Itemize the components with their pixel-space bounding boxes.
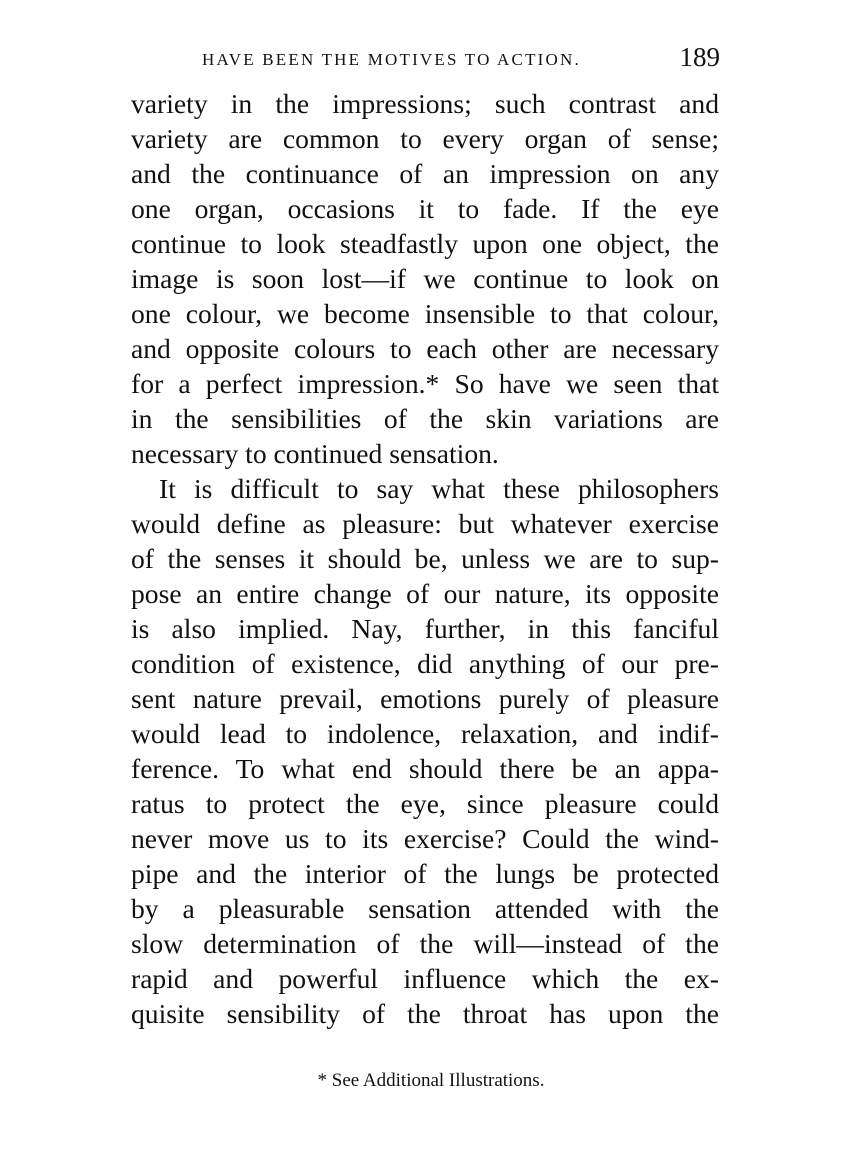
- text-line: one colour, we become insensible to that colour,: [131, 298, 719, 329]
- text-line: would define as pleasure: but whatever exercise: [131, 508, 719, 539]
- text-line: and opposite colours to each other are necessary: [131, 333, 719, 364]
- running-title: HAVE BEEN THE MOTIVES TO ACTION.: [202, 50, 581, 69]
- text-line: by a pleasurable sensation attended with the: [131, 893, 719, 924]
- text-line: image is soon lost—if we continue to look on: [131, 263, 719, 294]
- text-line: for a perfect impression.* So have we seen that: [131, 368, 719, 399]
- page-number: 189: [679, 42, 720, 72]
- text-line: rapid and powerful influence which the ex-: [131, 963, 719, 994]
- text-line: pose an entire change of our nature, its opposite: [131, 578, 719, 609]
- running-head: [130, 42, 720, 76]
- text-line: variety in the impressions; such contrast and: [131, 88, 719, 119]
- text-line: ference. To what end should there be an appa-: [131, 753, 719, 784]
- paragraph-2: [131, 471, 719, 1031]
- text-line: variety are common to every organ of sense;: [131, 123, 719, 154]
- text-line: continue to look steadfastly upon one object, the: [131, 228, 719, 259]
- text-line: is also implied. Nay, further, in this fanciful: [131, 613, 719, 644]
- body-text: [131, 86, 719, 1031]
- text-line: in the sensibilities of the skin variations are: [131, 403, 719, 434]
- text-line: sent nature prevail, emotions purely of pleasure: [131, 683, 719, 714]
- text-line: slow determination of the will—instead of the: [131, 928, 719, 959]
- text-line: pipe and the interior of the lungs be protected: [131, 858, 719, 889]
- text-line: It is difficult to say what these philosophers: [159, 473, 719, 504]
- text-line: never move us to its exercise? Could the wind-: [131, 823, 719, 854]
- text-line: one organ, occasions it to fade. If the eye: [131, 193, 719, 224]
- text-line: of the senses it should be, unless we are to sup-: [131, 543, 719, 574]
- text-line: would lead to indolence, relaxation, and indif-: [131, 718, 719, 749]
- text-line: necessary to continued sensation.: [131, 438, 499, 469]
- footnote: * See Additional Illustrations.: [317, 1070, 545, 1091]
- paragraph-1: [131, 86, 719, 471]
- text-line: quisite sensibility of the throat has upon the: [131, 998, 719, 1029]
- text-line: and the continuance of an impression on any: [131, 158, 719, 189]
- text-line: ratus to protect the eye, since pleasure could: [131, 788, 719, 819]
- text-line: condition of existence, did anything of our pre-: [131, 648, 719, 679]
